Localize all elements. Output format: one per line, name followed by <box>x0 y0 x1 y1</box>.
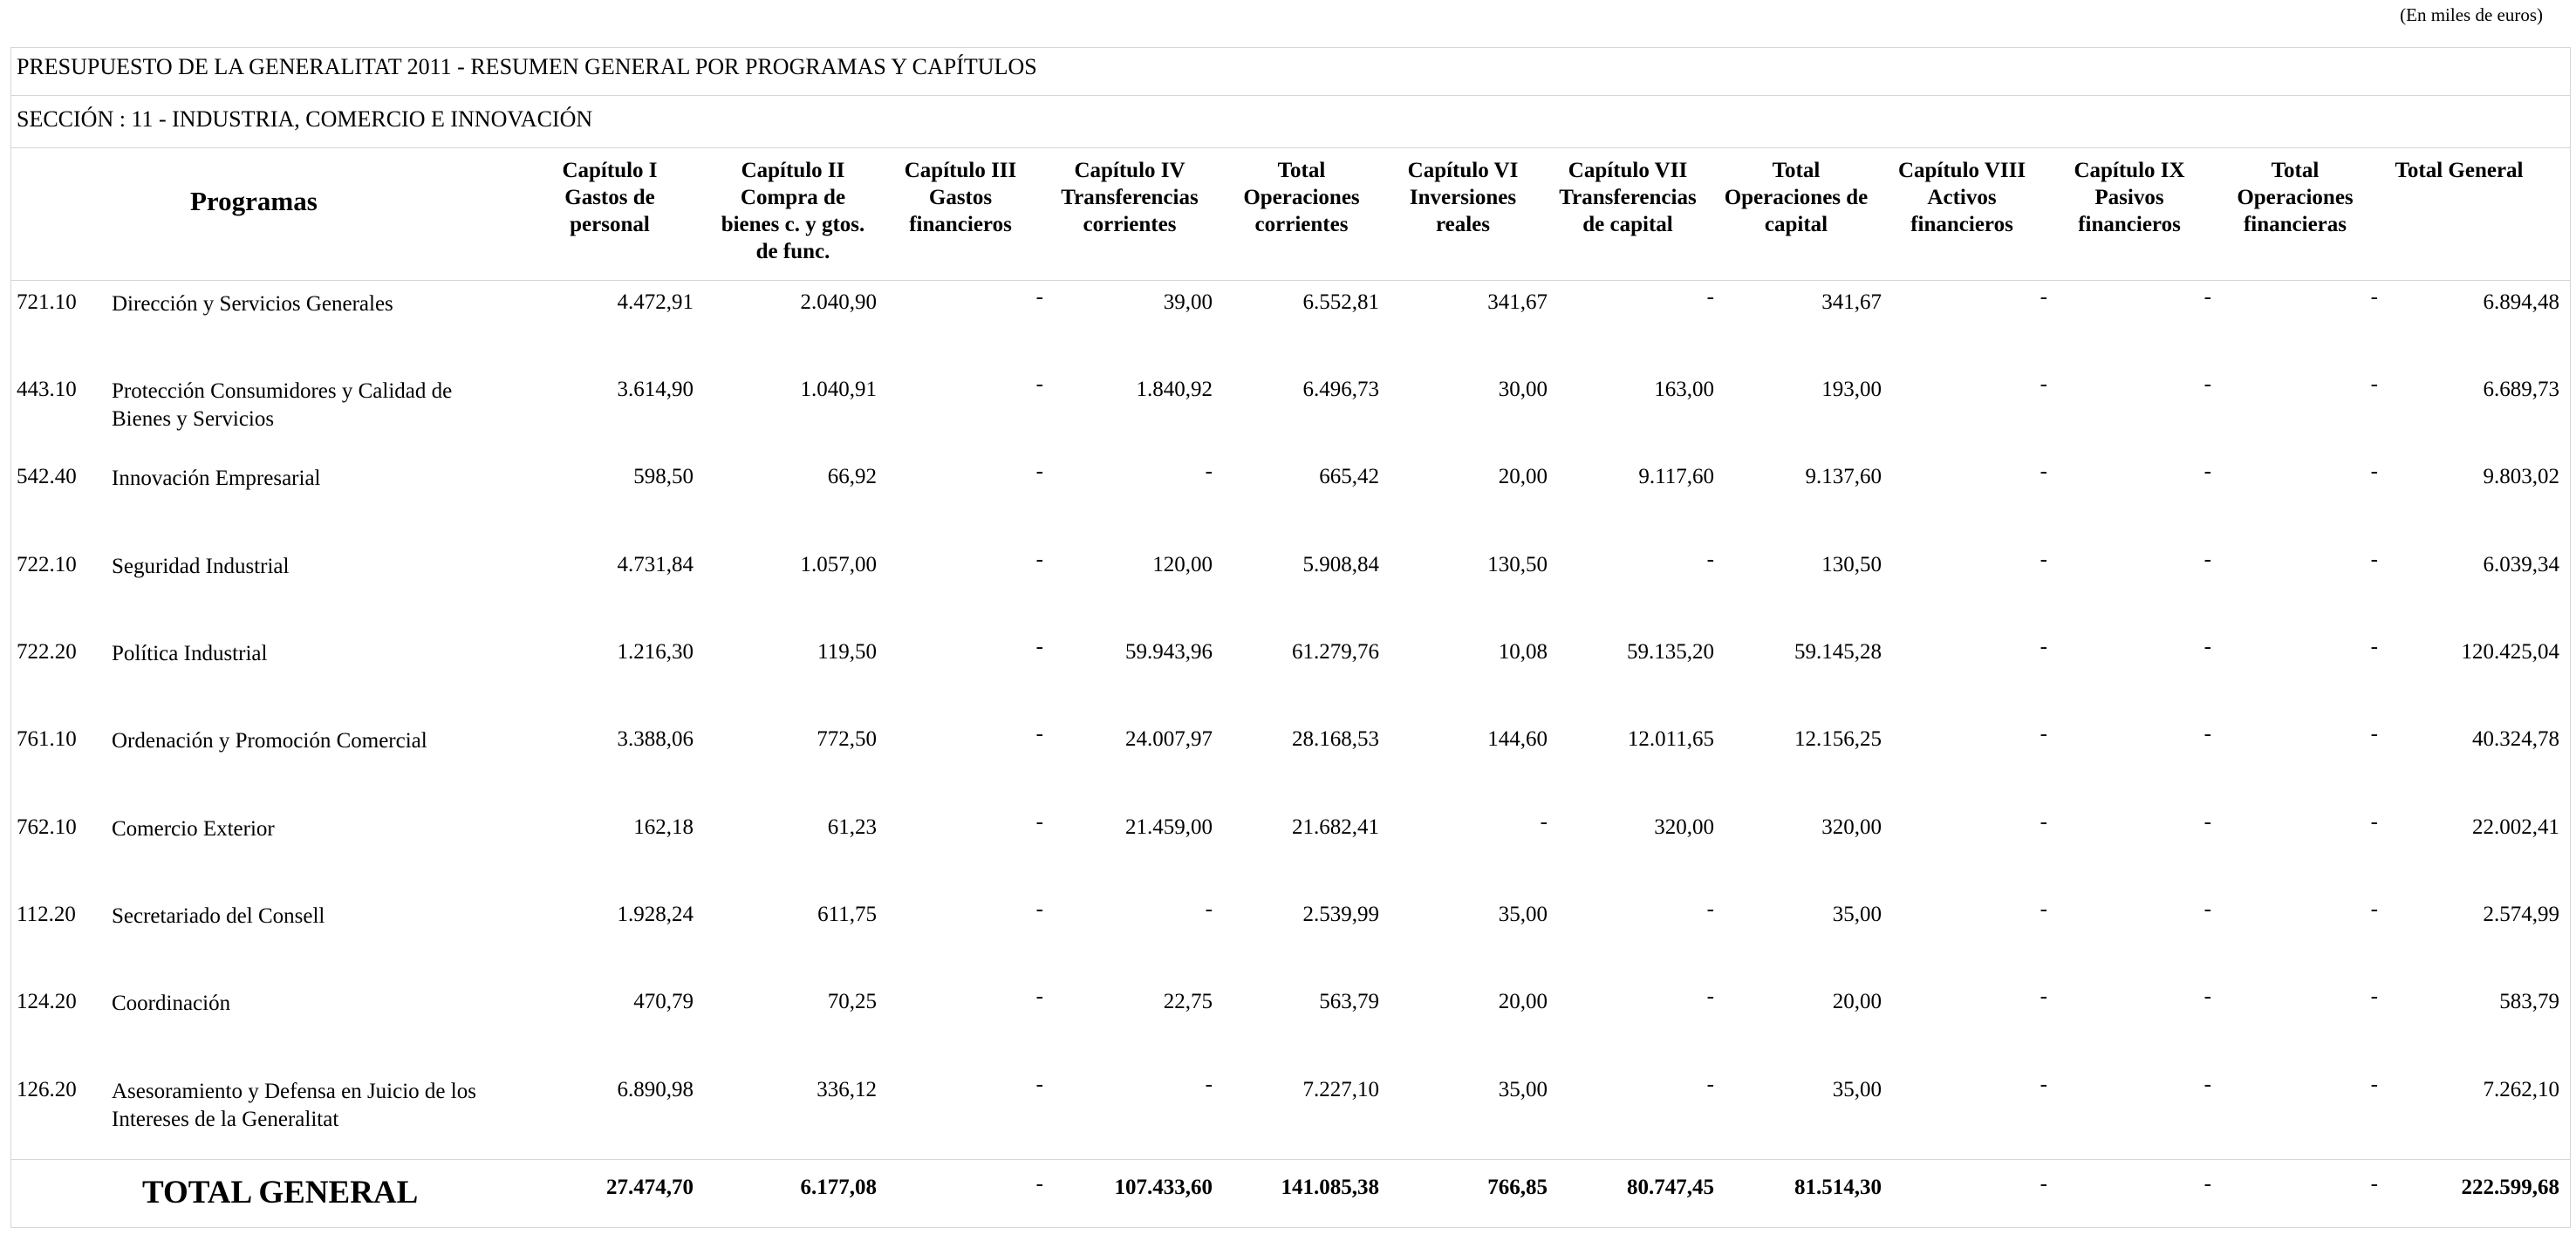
value-cell: - <box>2370 1073 2378 1096</box>
value-cell: - <box>2204 722 2211 746</box>
divider-section <box>10 147 2571 148</box>
value-cell: 7.227,10 <box>1302 1078 1379 1101</box>
value-cell: - <box>1706 285 1714 309</box>
value-cell: - <box>1706 985 1714 1008</box>
value-cell: 120.425,04 <box>2461 640 2559 664</box>
value-cell: 40.324,78 <box>2472 727 2559 751</box>
program-name <box>112 903 565 931</box>
value-cell: 2.539,99 <box>1302 903 1379 926</box>
value-cell: 470,79 <box>633 990 694 1013</box>
value-cell: 30,00 <box>1498 378 1548 401</box>
value-cell: 6.552,81 <box>1302 290 1379 314</box>
column-header <box>1371 157 1554 238</box>
value-cell: 119,50 <box>817 640 877 664</box>
value-cell: 163,00 <box>1654 378 1714 401</box>
value-cell: 66,92 <box>827 465 877 488</box>
value-cell: 4.731,84 <box>617 553 694 576</box>
total-value-cell: 27.474,70 <box>606 1176 694 1199</box>
value-cell: - <box>2040 372 2047 396</box>
program-code: 542.40 <box>17 465 77 488</box>
column-header-line: Total <box>1277 159 1326 182</box>
program-name-line: Seguridad Industrial <box>112 555 290 578</box>
value-cell: - <box>2204 635 2211 658</box>
column-header-line: personal <box>570 213 650 236</box>
program-name-line: Comercio Exterior <box>112 817 275 841</box>
program-code: 112.20 <box>17 903 76 926</box>
value-cell: 341,67 <box>1821 290 1882 314</box>
divider-header <box>10 280 2571 281</box>
column-header-line: Compra de <box>740 186 846 209</box>
section-title: SECCIÓN : 11 - INDUSTRIA, COMERCIO E INNOVACIÓN <box>17 106 593 132</box>
value-cell: 1.216,30 <box>617 640 694 664</box>
value-cell: - <box>1706 548 1714 571</box>
program-code: 721.10 <box>17 290 77 314</box>
value-cell: 598,50 <box>633 465 694 488</box>
value-cell: 1.840,92 <box>1136 378 1213 401</box>
value-cell: - <box>1205 897 1213 921</box>
value-cell: - <box>1035 548 1043 571</box>
value-cell: 12.156,25 <box>1794 727 1882 751</box>
column-header <box>869 157 1052 238</box>
total-label: TOTAL GENERAL <box>142 1175 419 1210</box>
programs-header: Programas <box>190 186 318 216</box>
value-cell: 3.614,90 <box>617 378 694 401</box>
column-header-line: financieras <box>2243 213 2347 236</box>
column-header-line: Capítulo VII <box>1568 159 1688 182</box>
column-header-line: Operaciones <box>2237 186 2354 209</box>
value-cell: - <box>1205 460 1213 483</box>
value-cell: - <box>2370 722 2378 746</box>
column-header-line: Operaciones de <box>1724 186 1869 209</box>
value-cell: 6.689,73 <box>2483 378 2559 401</box>
total-value-cell: - <box>2370 1172 2378 1196</box>
program-name <box>112 290 565 318</box>
total-value-cell: 81.514,30 <box>1794 1176 1882 1199</box>
value-cell: 162,18 <box>633 815 694 839</box>
column-header-line: Capítulo II <box>741 159 845 182</box>
divider-title <box>10 95 2571 96</box>
program-name-line: Asesoramiento y Defensa en Juicio de los <box>112 1080 476 1103</box>
column-header-line: bienes c. y gtos. <box>721 213 865 236</box>
value-cell: 35,00 <box>1498 903 1548 926</box>
value-cell: - <box>2040 548 2047 571</box>
program-code: 722.10 <box>17 553 77 576</box>
value-cell: 24.007,97 <box>1125 727 1213 751</box>
column-header-line: Transferencias <box>1061 186 1199 209</box>
column-header-line: capital <box>1764 213 1828 236</box>
value-cell: 320,00 <box>1654 815 1714 839</box>
total-value-cell: 766,85 <box>1487 1176 1548 1199</box>
program-name-line: Dirección y Servicios Generales <box>112 292 393 316</box>
value-cell: 6.890,98 <box>617 1078 694 1101</box>
value-cell: - <box>1035 460 1043 483</box>
column-header-line: Capítulo I <box>562 159 658 182</box>
value-cell: - <box>2040 635 2047 658</box>
column-header-line: Activos <box>1927 186 1997 209</box>
column-header <box>2204 157 2387 238</box>
program-code: 762.10 <box>17 815 77 839</box>
value-cell: - <box>1035 372 1043 396</box>
column-header-line: Total <box>2271 159 2320 182</box>
program-name <box>112 727 565 755</box>
column-header <box>1870 157 2053 238</box>
column-header-line: Transferencias <box>1559 186 1697 209</box>
value-cell: - <box>1205 1073 1213 1096</box>
value-cell: - <box>2370 897 2378 921</box>
value-cell: 70,25 <box>827 990 877 1013</box>
value-cell: - <box>2204 460 2211 483</box>
column-header-line: Capítulo IX <box>2074 159 2185 182</box>
column-header-line: de func. <box>755 240 830 263</box>
value-cell: 21.682,41 <box>1292 815 1379 839</box>
value-cell: 6.894,48 <box>2483 290 2559 314</box>
column-header-line: de capital <box>1582 213 1673 236</box>
column-header <box>518 157 701 238</box>
column-header <box>701 157 885 265</box>
value-cell: - <box>2370 460 2378 483</box>
column-header <box>1536 157 1719 238</box>
value-cell: - <box>2040 897 2047 921</box>
value-cell: 12.011,65 <box>1627 727 1714 751</box>
program-name <box>112 815 565 843</box>
value-cell: - <box>1035 285 1043 309</box>
value-cell: 35,00 <box>1832 1078 1882 1101</box>
program-name <box>112 465 565 493</box>
value-cell: 1.928,24 <box>617 903 694 926</box>
program-name <box>112 640 565 668</box>
program-name-line: Ordenación y Promoción Comercial <box>112 729 427 753</box>
value-cell: 1.040,91 <box>800 378 877 401</box>
column-header-line: Capítulo III <box>904 159 1017 182</box>
value-cell: 9.137,60 <box>1805 465 1882 488</box>
value-cell: - <box>2204 810 2211 834</box>
value-cell: 28.168,53 <box>1292 727 1379 751</box>
value-cell: 35,00 <box>1832 903 1882 926</box>
value-cell: 583,79 <box>2499 990 2559 1013</box>
column-header-line: Capítulo VI <box>1407 159 1519 182</box>
value-cell: 611,75 <box>817 903 877 926</box>
program-code: 124.20 <box>17 990 77 1013</box>
value-cell: - <box>1035 897 1043 921</box>
value-cell: 193,00 <box>1821 378 1882 401</box>
column-header <box>2368 157 2551 184</box>
value-cell: - <box>2204 985 2211 1008</box>
column-header-line: Capítulo IV <box>1074 159 1186 182</box>
column-header-line: Capítulo VIII <box>1897 159 2026 182</box>
value-cell: 39,00 <box>1163 290 1213 314</box>
value-cell: - <box>2370 548 2378 571</box>
divider-total <box>10 1159 2571 1160</box>
value-cell: 9.117,60 <box>1638 465 1714 488</box>
value-cell: - <box>2040 722 2047 746</box>
program-name-line: Secretariado del Consell <box>112 904 325 928</box>
total-value-cell: 107.433,60 <box>1114 1176 1213 1199</box>
program-name-line: Innovación Empresarial <box>112 467 321 490</box>
column-header <box>1210 157 1393 238</box>
value-cell: - <box>2040 810 2047 834</box>
value-cell: 320,00 <box>1821 815 1882 839</box>
value-cell: 22.002,41 <box>2472 815 2559 839</box>
column-header-line: corrientes <box>1083 213 1177 236</box>
column-header-line: reales <box>1435 213 1490 236</box>
value-cell: 341,67 <box>1487 290 1548 314</box>
program-name <box>112 990 565 1018</box>
program-code: 722.20 <box>17 640 77 664</box>
value-cell: - <box>2370 372 2378 396</box>
column-header-line: financieros <box>1910 213 2013 236</box>
value-cell: 563,79 <box>1319 990 1379 1013</box>
value-cell: - <box>1540 810 1548 834</box>
column-header-line: Total <box>1772 159 1821 182</box>
value-cell: - <box>2370 985 2378 1008</box>
program-name <box>112 1078 565 1134</box>
value-cell: - <box>2204 1073 2211 1096</box>
value-cell: 20,00 <box>1498 465 1548 488</box>
total-value-cell: 222.599,68 <box>2461 1176 2559 1199</box>
value-cell: 59.943,96 <box>1125 640 1213 664</box>
value-cell: 3.388,06 <box>617 727 694 751</box>
column-header-line: corrientes <box>1254 213 1349 236</box>
value-cell: - <box>2370 635 2378 658</box>
value-cell: - <box>2370 285 2378 309</box>
value-cell: 9.803,02 <box>2483 465 2559 488</box>
value-cell: - <box>2204 372 2211 396</box>
value-cell: 144,60 <box>1487 727 1548 751</box>
units-note: (En miles de euros) <box>2400 4 2543 25</box>
total-value-cell: 6.177,08 <box>800 1176 877 1199</box>
program-name <box>112 378 565 433</box>
program-name-line: Protección Consumidores y Calidad de <box>112 379 453 403</box>
value-cell: - <box>2040 985 2047 1008</box>
value-cell: 1.057,00 <box>800 553 877 576</box>
value-cell: 35,00 <box>1498 1078 1548 1101</box>
column-header-line: Inversiones <box>1409 186 1517 209</box>
program-name <box>112 553 565 581</box>
value-cell: - <box>1035 1073 1043 1096</box>
value-cell: - <box>1035 810 1043 834</box>
column-header-line: financieros <box>2078 213 2181 236</box>
value-cell: 10,08 <box>1498 640 1548 664</box>
value-cell: 59.135,20 <box>1627 640 1714 664</box>
value-cell: - <box>1035 722 1043 746</box>
value-cell: 7.262,10 <box>2483 1078 2559 1101</box>
value-cell: 130,50 <box>1487 553 1548 576</box>
value-cell: 59.145,28 <box>1794 640 1882 664</box>
program-name-line: Intereses de la Generalitat <box>112 1108 339 1131</box>
value-cell: 120,00 <box>1152 553 1213 576</box>
total-value-cell: - <box>2204 1172 2211 1196</box>
value-cell: - <box>1706 1073 1714 1096</box>
column-header-line: Operaciones <box>1243 186 1360 209</box>
value-cell: 20,00 <box>1832 990 1882 1013</box>
value-cell: 665,42 <box>1319 465 1379 488</box>
value-cell: - <box>2040 1073 2047 1096</box>
column-header-line: Total General <box>2395 159 2524 182</box>
column-header <box>2038 157 2221 238</box>
value-cell: 2.040,90 <box>800 290 877 314</box>
value-cell: - <box>1706 897 1714 921</box>
value-cell: - <box>2204 285 2211 309</box>
column-header <box>1705 157 1888 238</box>
value-cell: - <box>2040 285 2047 309</box>
value-cell: 61.279,76 <box>1292 640 1379 664</box>
value-cell: 2.574,99 <box>2483 903 2559 926</box>
value-cell: - <box>1035 635 1043 658</box>
column-header-line: Gastos <box>928 186 993 209</box>
value-cell: - <box>2204 897 2211 921</box>
column-header-line: financieros <box>909 213 1012 236</box>
total-value-cell: - <box>1035 1172 1043 1196</box>
value-cell: - <box>2370 810 2378 834</box>
value-cell: 4.472,91 <box>617 290 694 314</box>
program-code: 443.10 <box>17 378 77 401</box>
value-cell: 5.908,84 <box>1302 553 1379 576</box>
program-name-line: Política Industrial <box>112 642 268 665</box>
value-cell: 22,75 <box>1163 990 1213 1013</box>
value-cell: 6.496,73 <box>1302 378 1379 401</box>
column-header-line: Pasivos <box>2094 186 2164 209</box>
value-cell: 21.459,00 <box>1125 815 1213 839</box>
program-name-line: Coordinación <box>112 992 231 1015</box>
program-name-line: Bienes y Servicios <box>112 407 275 431</box>
total-value-cell: 80.747,45 <box>1627 1176 1714 1199</box>
column-header <box>1038 157 1221 238</box>
page-title: PRESUPUESTO DE LA GENERALITAT 2011 - RESUMEN GENERAL POR PROGRAMAS Y CAPÍTULOS <box>17 54 1037 79</box>
value-cell: 20,00 <box>1498 990 1548 1013</box>
program-code: 761.10 <box>17 727 77 751</box>
total-value-cell: - <box>2040 1172 2047 1196</box>
value-cell: - <box>2204 548 2211 571</box>
column-header-line: Gastos de <box>564 186 655 209</box>
value-cell: 772,50 <box>817 727 877 751</box>
value-cell: 61,23 <box>827 815 877 839</box>
program-code: 126.20 <box>17 1078 77 1101</box>
value-cell: 130,50 <box>1821 553 1882 576</box>
value-cell: 336,12 <box>817 1078 877 1101</box>
value-cell: - <box>1035 985 1043 1008</box>
value-cell: - <box>2040 460 2047 483</box>
value-cell: 6.039,34 <box>2483 553 2559 576</box>
total-value-cell: 141.085,38 <box>1281 1176 1379 1199</box>
